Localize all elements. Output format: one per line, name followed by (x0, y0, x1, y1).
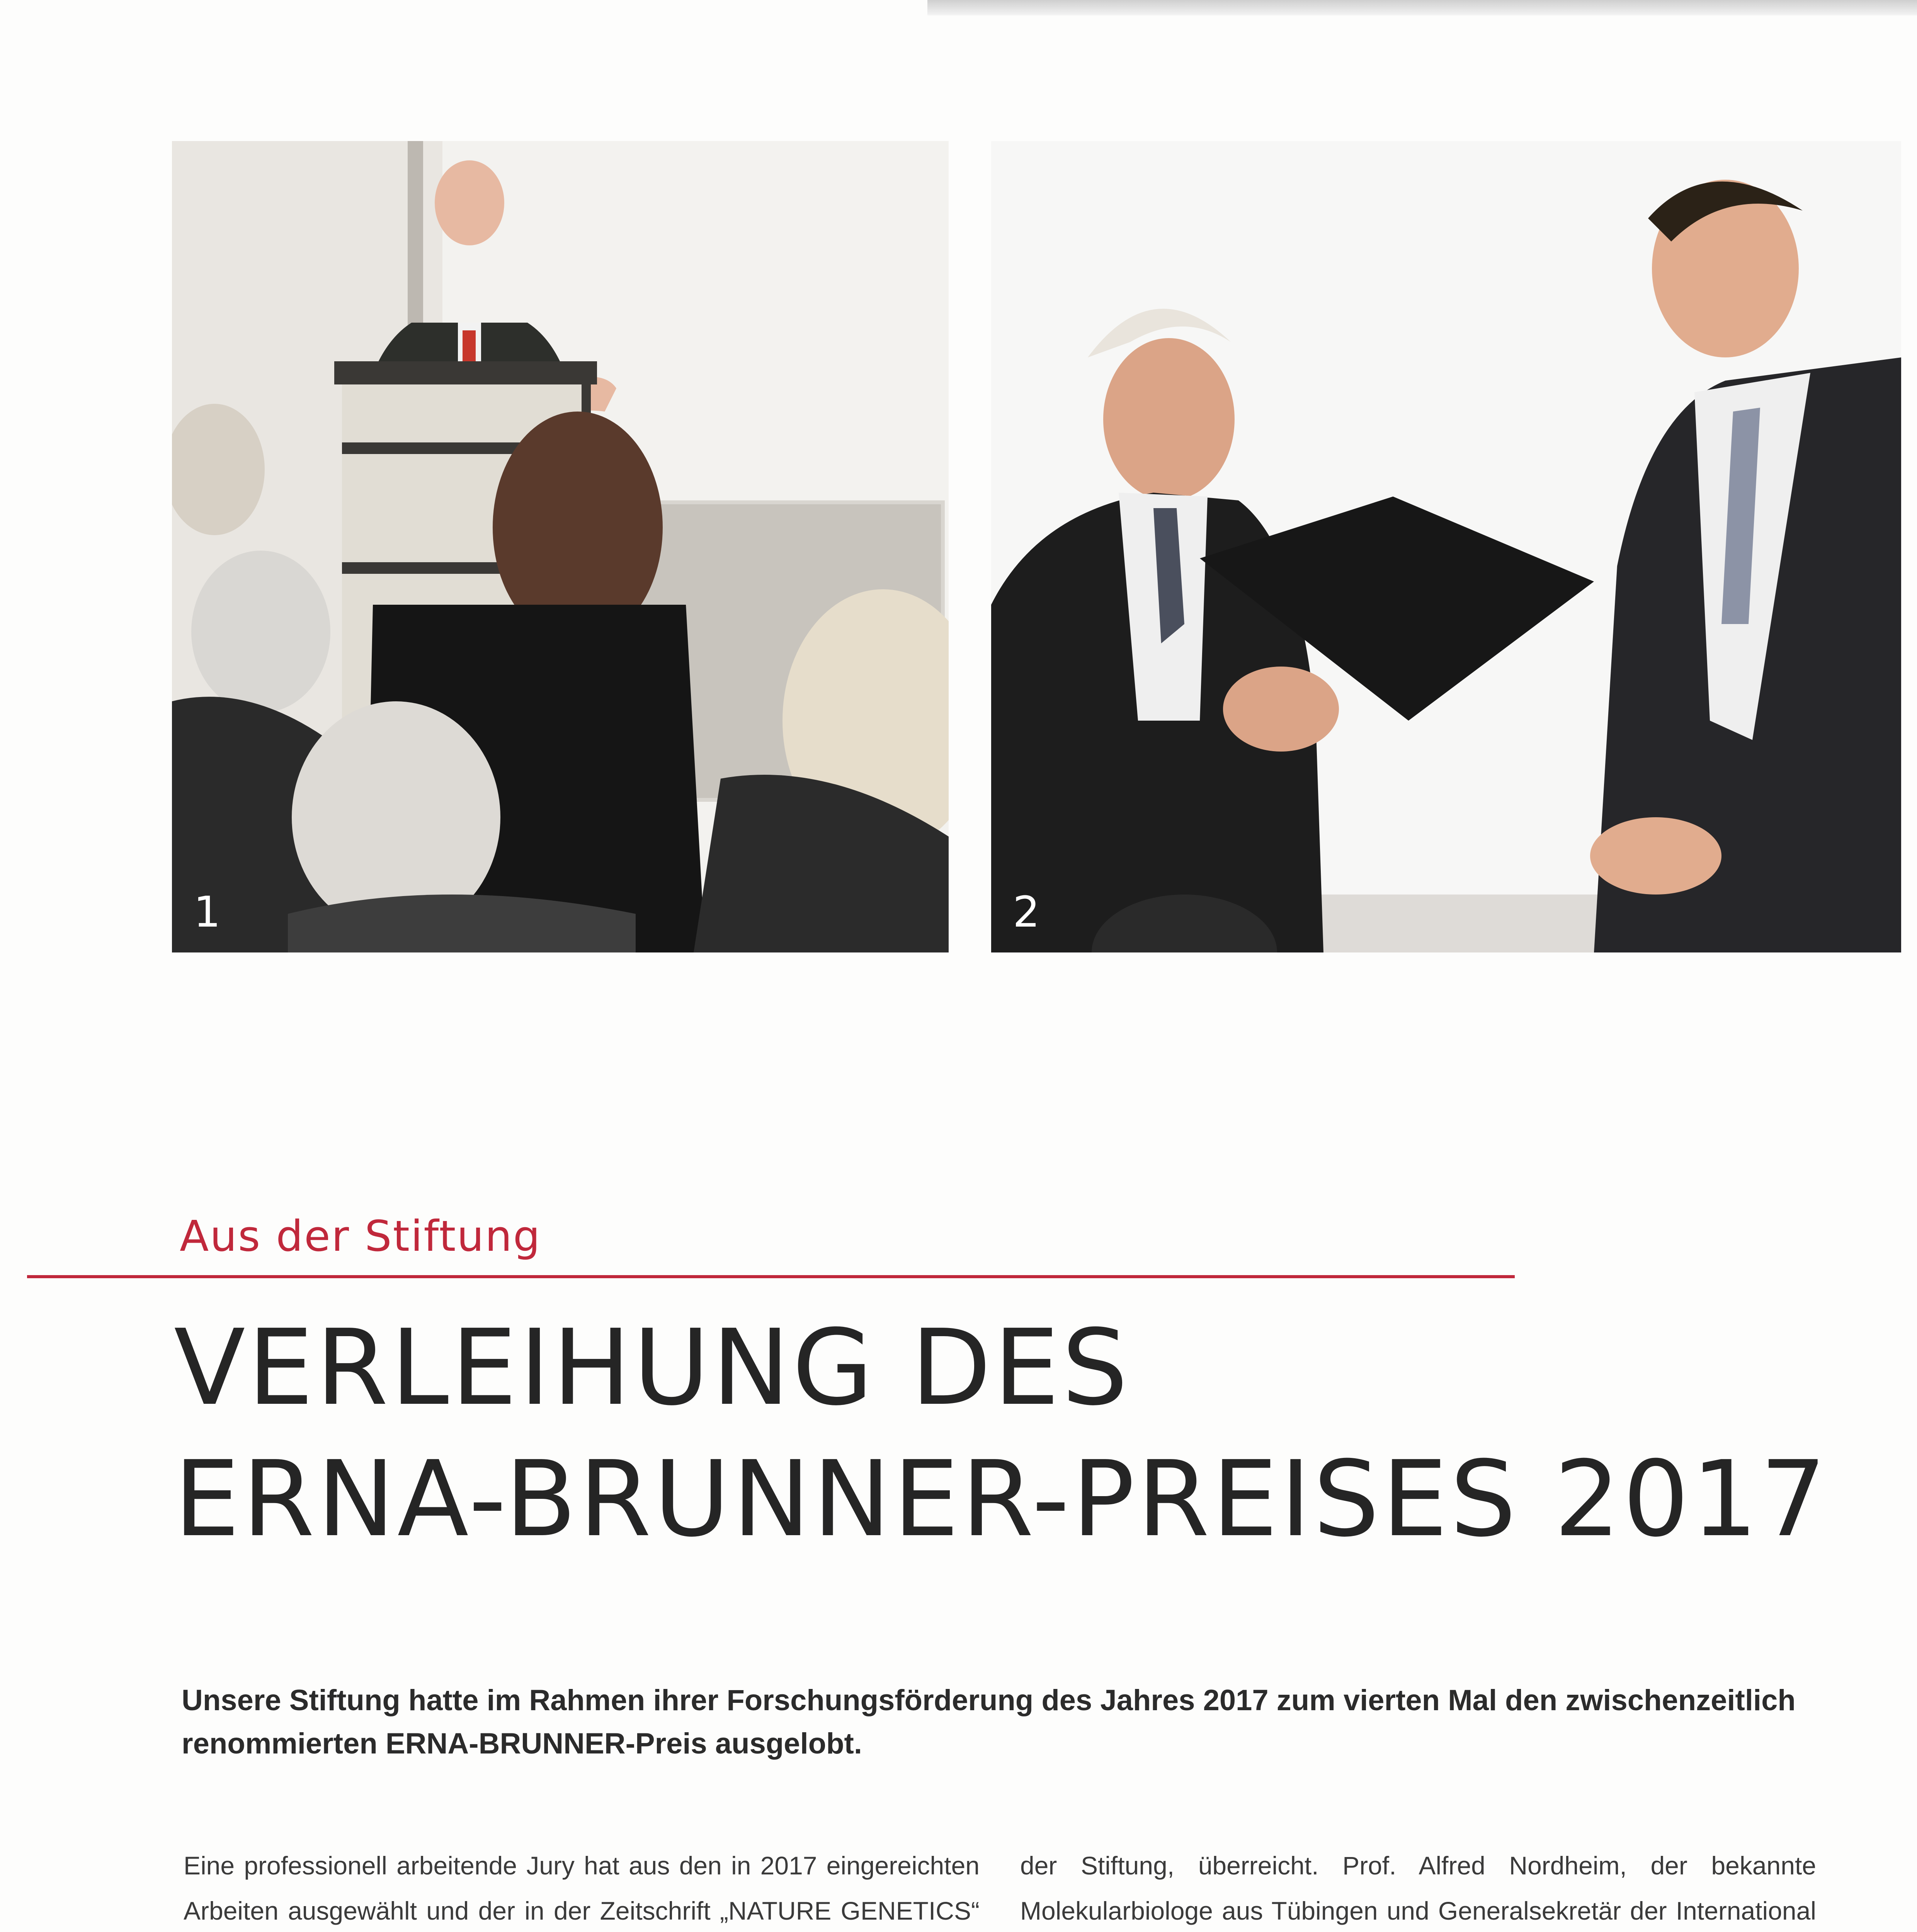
photo-award-image (991, 141, 1901, 952)
photo-number-2: 2 (1013, 887, 1040, 937)
photo-number-1: 1 (194, 887, 221, 937)
paragraph-laudatio: der Stiftung, überreicht. Prof. Alfred Nordheim, der bekannte Molekularbiologe aus Tübingen und Generalsekretär der International (1020, 1851, 1816, 1925)
photo-speaker-image (172, 141, 949, 952)
paragraph-jury-intro: Eine professionell arbeitende Jury hat aus den in 2017 eingereichten Arbeiten ausgewählt und der in der Zeitschrift „NATURE GENETICS“ (184, 1851, 980, 1925)
paragraph-jury (184, 1843, 980, 1932)
article-title (174, 1302, 1829, 1565)
section-label: Aus der Stiftung (180, 1211, 541, 1261)
photo-speaker (172, 141, 949, 952)
article-title-line-2: ERNA-BRUNNER-PREISES 2017 (174, 1438, 1829, 1560)
text-column-right (1020, 1843, 1816, 1932)
article-title-line-1: VERLEIHUNG DES (174, 1307, 1131, 1429)
article-lead: Unsere Stiftung hatte im Rahmen ihrer Forschungsförderung des Jahres 2017 zum vierten Mal den zwischenzeitlich renommierten ERNA-BRUNNER-Preis ausgelobt. (182, 1684, 1796, 1760)
scan-edge-top (927, 0, 1917, 15)
photo-award (991, 141, 1901, 952)
text-column-left (184, 1843, 980, 1932)
section-divider (27, 1275, 1515, 1278)
